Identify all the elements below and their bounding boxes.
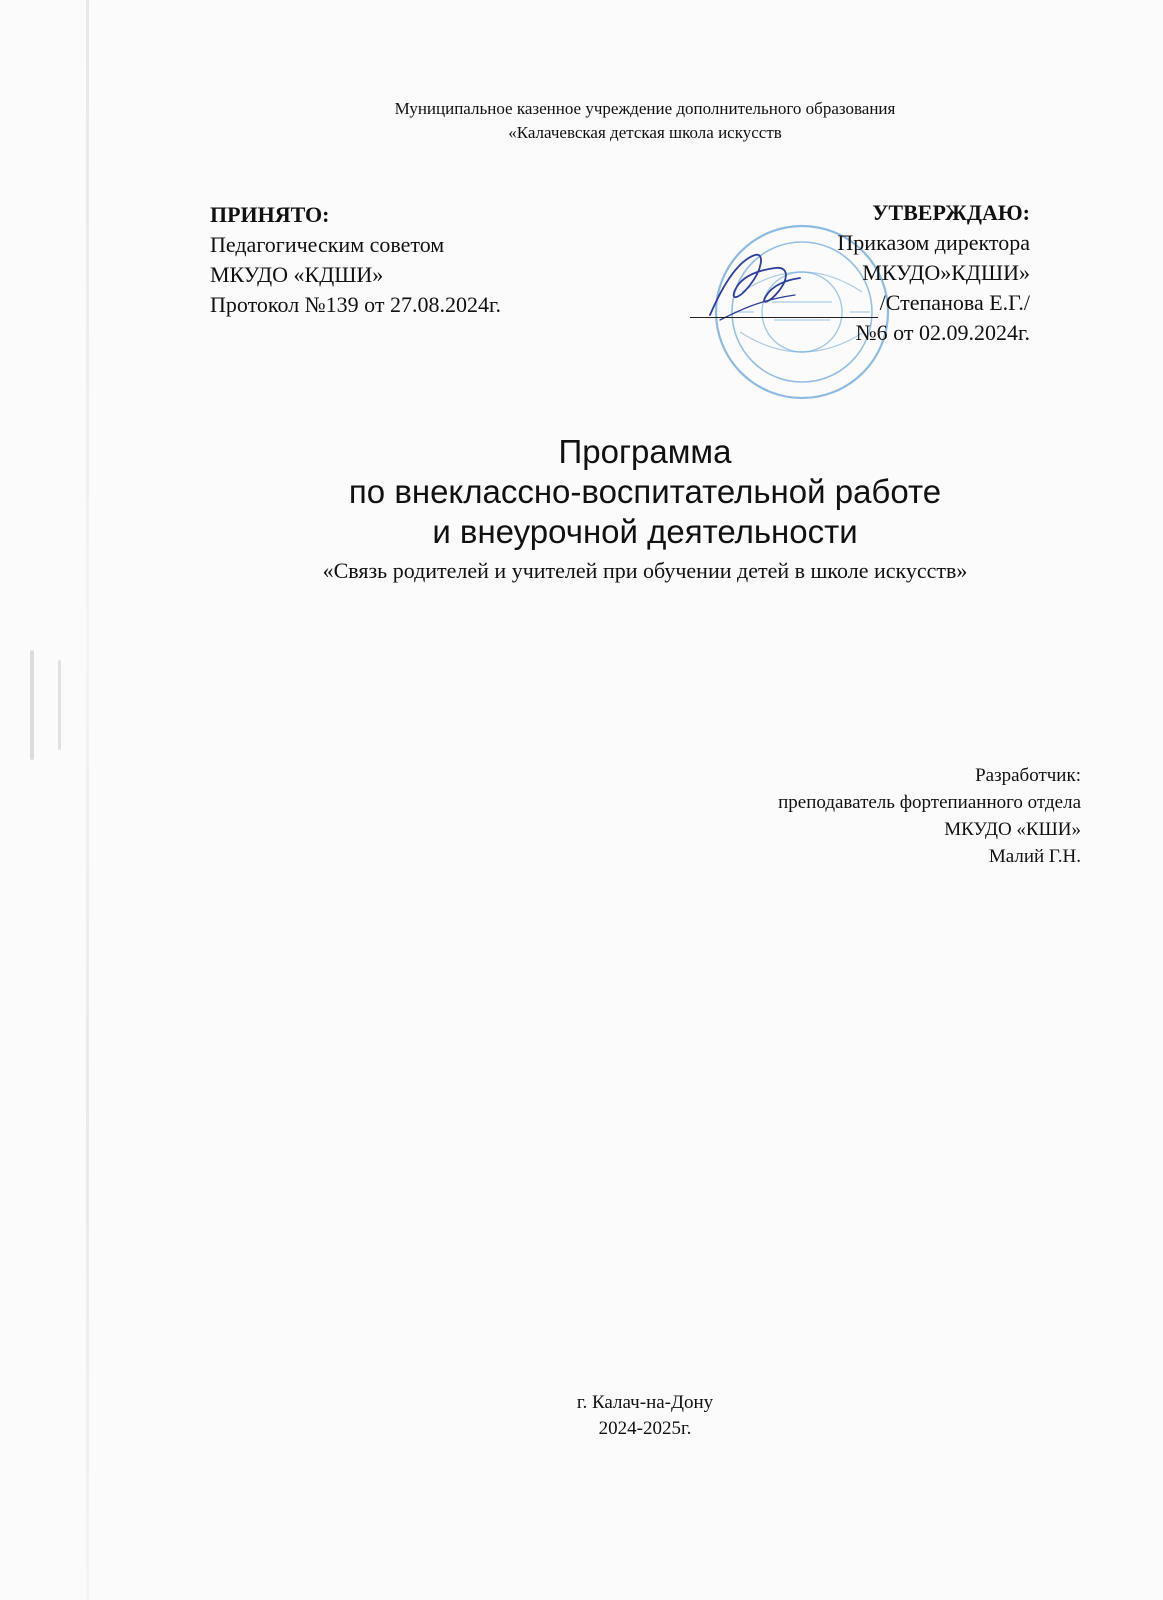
developer-block xyxy=(600,762,1081,870)
title-line-2: по внеклассно-воспитательной работе xyxy=(348,473,942,510)
footer-city: г. Калач-на-Дону xyxy=(576,1392,714,1413)
scan-artifact xyxy=(58,660,61,750)
accepted-line-1: Педагогическим советом xyxy=(210,232,445,257)
approved-line-1: Приказом директора xyxy=(837,230,1030,255)
scan-artifact xyxy=(30,650,34,760)
scan-binding-edge xyxy=(86,0,89,1600)
accepted-line-2: МКУДО «КДШИ» xyxy=(210,262,384,287)
signature-blank xyxy=(690,295,878,318)
accepted-heading: ПРИНЯТО: xyxy=(210,202,330,227)
accepted-protocol: Протокол №139 от 27.08.2024г. xyxy=(210,292,502,317)
approved-block xyxy=(690,198,1030,348)
institution-line-2: «Калачевская детская школа искусств xyxy=(508,123,782,142)
developer-label: Разработчик: xyxy=(975,765,1081,786)
title-line-1: Программа xyxy=(558,433,732,470)
approved-signer: /Степанова Е.Г./ xyxy=(879,290,1030,315)
developer-position: преподаватель фортепианного отдела xyxy=(778,792,1081,813)
approved-heading: УТВЕРЖДАЮ: xyxy=(872,200,1030,225)
title-line-3: и внеурочной деятельности xyxy=(432,513,858,550)
program-subtitle: «Связь родителей и учителей при обучении детей в школе искусств» xyxy=(322,558,968,583)
developer-name: Малий Г.Н. xyxy=(988,846,1081,867)
accepted-block xyxy=(210,200,501,320)
institution-header xyxy=(0,97,1163,145)
approved-line-2: МКУДО»КДШИ» xyxy=(862,260,1030,285)
footer-year: 2024-2025г. xyxy=(598,1418,692,1439)
signature-line xyxy=(690,288,1030,318)
developer-org: МКУДО «КШИ» xyxy=(944,819,1081,840)
institution-line-1: Муниципальное казенное учреждение дополнительного образования xyxy=(394,99,896,118)
approved-order: №6 от 02.09.2024г. xyxy=(855,320,1030,345)
program-title xyxy=(0,432,1163,586)
document-footer xyxy=(0,1390,1163,1442)
